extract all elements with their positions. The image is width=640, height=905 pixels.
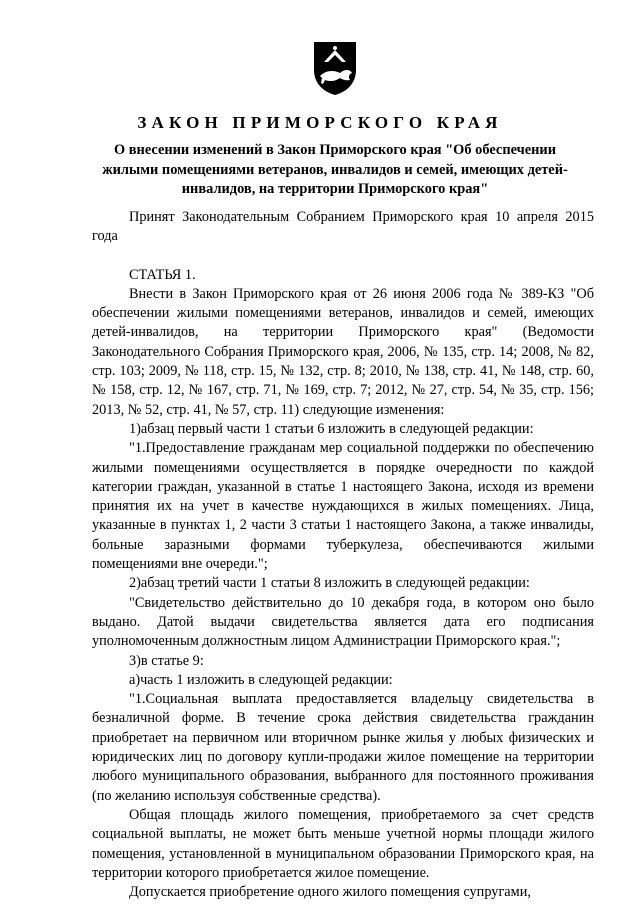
adoption-note: Принят Законодательным Собранием Приморского края 10 апреля 2015 года: [92, 209, 594, 245]
article-heading: СТАТЬЯ 1.: [129, 266, 196, 283]
paragraph: Допускается приобретение одного жилого помещения супругами,: [129, 884, 531, 901]
paragraph: Внести в Закон Приморского края от 26 июня 2006 года № 389-КЗ "Об обеспечении жилыми помещениями ветеранов, инвалидов и семей, имеющих детей-инвалидов, на территории Приморского края" (Ведомости Законодательного Собрания Приморского края, 2006, № 135, стр. 14; 2008, № 82, стр. 103; 2009, № 118, стр. 15, № 132, стр. 8; 2010, № 138, стр. 41, № 148, стр. 60, № 158, стр. 12, № 167, стр. 71, № 169, стр. 7; 2012, № 27, стр. 54, № 35, стр. 156; 2013, № 52, стр. 41, № 57, стр. 11) следующие изменения:: [92, 285, 594, 418]
law-title: ЗАКОН ПРИМОРСКОГО КРАЯ: [137, 113, 503, 132]
paragraph: 2)абзац третий части 1 статьи 8 изложить в следующей редакции:: [129, 575, 530, 592]
paragraph: Общая площадь жилого помещения, приобретаемого за счет средств социальной выплаты, не может быть меньше учетной нормы площади жилого помещения, установленной в муниципальном образовании Приморского края, на территории которого приобретается жилое помещение.: [92, 806, 594, 881]
coat-of-arms-icon: [312, 40, 358, 96]
paragraph: а)часть 1 изложить в следующей редакции:: [129, 671, 393, 688]
paragraph: "Свидетельство действительно до 10 декабря года, в котором оно было выдано. Датой выдачи свидетельства является дата его подписания уполномоченным должностным лицом Администрации Приморского края.";: [92, 594, 594, 650]
document-body: [92, 208, 594, 902]
paragraph: "1.Предоставление гражданам мер социальной поддержки по обеспечению жилыми помещениями осуществляется в порядке очередности по каждой категории граждан, указанной в статье 1 настоящего Закона, исходя из времени принятия их на учет в качестве нуждающихся в жилых помещениях. Лица, указанные в пунктах 1, 2 части 3 статьи 1 настоящего Закона, а также инвалиды, больные заразными формами туберкулеза, обеспечиваются жилыми помещениями вне очереди.";: [92, 440, 594, 573]
paragraph: 1)абзац первый части 1 статьи 6 изложить в следующей редакции:: [129, 420, 534, 437]
paragraph: "1.Социальная выплата предоставляется владельцу свидетельства в безналичной форме. В течение срока действия свидетельства гражданин приобретает на первичном или вторичном рынке жилья у любых физических и юридических лиц по договору купли-продажи жилое помещение на территории любого муниципального образования, выбранного для постоянного проживания (по желанию используя собственные средства).: [92, 691, 594, 804]
paragraph: 3)в статье 9:: [129, 652, 204, 669]
law-subtitle: О внесении изменений в Закон Приморского края "Об обеспечении жилыми помещениями ветеранов, инвалидов и семей, имеющих детей-инвалидов, на территории Приморского края": [102, 142, 568, 197]
